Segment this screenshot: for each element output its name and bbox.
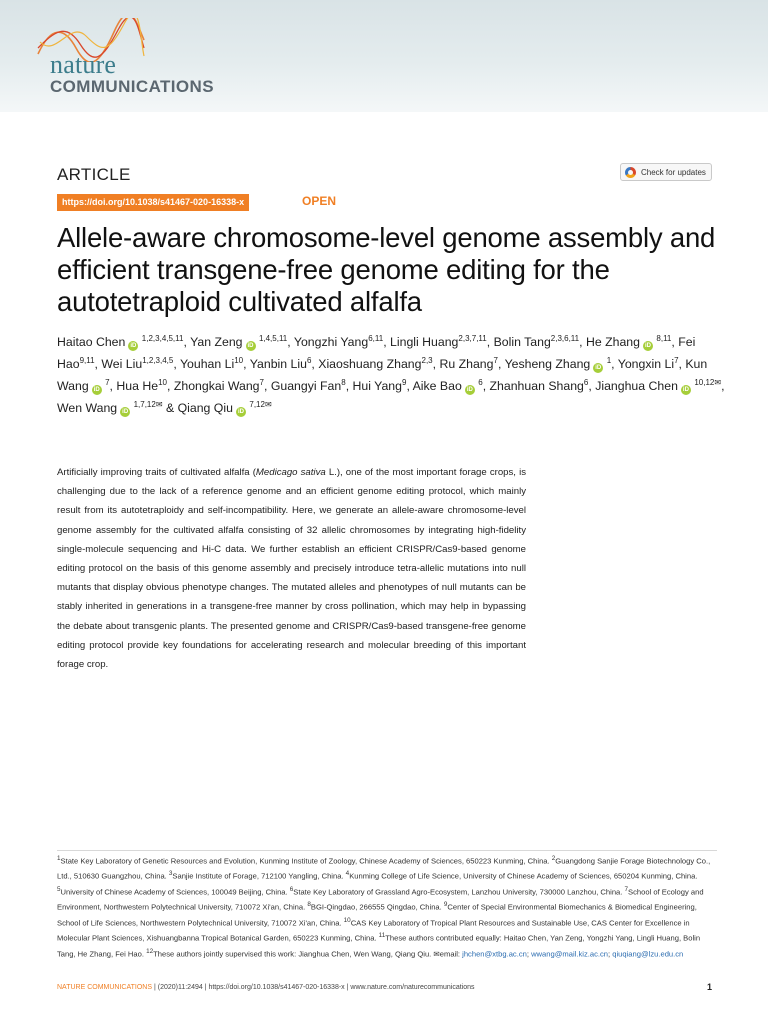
affiliation-number: 6: [289, 885, 294, 893]
article-title: Allele-aware chromosome-level genome assembly and efficient transgene-free genome editing for the autotetraploid cultivated alfalfa: [57, 222, 716, 317]
author-name[interactable]: Guangyi Fan: [270, 379, 342, 393]
author-item[interactable]: [101, 357, 173, 371]
author-name[interactable]: Yanbin Liu: [249, 357, 307, 371]
author-name[interactable]: Yongxin Li: [617, 357, 675, 371]
affiliation-text: BGI-Qingdao, 266555 Qingdao, China.: [310, 902, 444, 912]
author-affiliation-ref: 1,2,3,4,5: [142, 355, 174, 365]
affiliation-number: 10: [343, 916, 351, 924]
author-item[interactable]: [390, 335, 487, 349]
affiliation-number: 5: [57, 885, 61, 893]
email-prefix: ✉email:: [433, 949, 463, 959]
orcid-icon[interactable]: iD: [595, 365, 602, 371]
affiliation-text: CAS Key Laboratory of Tropical Plant Resources and Sustainable Use, CAS Center for Excellence in Molecular Plant Sciences, Xishuangbanna Tropical Botanical Garden, 650223 Kunming, China.: [57, 918, 690, 943]
orcid-icon[interactable]: iD: [466, 387, 473, 393]
author-affiliation-ref: 8,11: [656, 333, 672, 343]
author-item[interactable]: [178, 401, 272, 415]
email-link[interactable]: jhchen@xtbg.ac.cn: [462, 949, 527, 959]
author-name[interactable]: Yan Zeng: [190, 335, 243, 349]
orcid-icon[interactable]: iD: [682, 387, 689, 393]
affiliation-number: 3: [168, 870, 173, 878]
author-name[interactable]: Xiaoshuang Zhang: [318, 357, 422, 371]
abstract-part-2: L.), one of the most important forage crops, is challenging due to the lack of a reference genome and an efficient genome editing protocol, which mainly result from its autotetraploidy and self-incompatibility. Here, we generate an allele-aware chromosome-level genome assembly for the cultivated alfalfa consisting of 32 allelic chromosomes by integrating high-fidelity single-molecule sequencing and Hi-C data. We further establish an efficient CRISPR/Cas9-based genome editing protocol on the basis of this genome assembly and precisely introduce tetra-allelic mutations into null mutants that display obvious phenotype changes. The mutated alleles and phenotypes of null mutants can be stably inherited in generations in a transgene-free manner by cross pollination, which may help in bypassing the debate about transgenic plants. The presented genome and CRISPR/Cas9-based transgene-free genome editing protocol provide key foundations for accelerating research and molecular breeding of this important forage crop.: [57, 467, 526, 671]
open-access-label: OPEN: [302, 194, 337, 208]
author-name[interactable]: Yesheng Zhang: [504, 357, 591, 371]
author-affiliation-ref: 2,3: [421, 355, 433, 365]
affiliation-text: State Key Laboratory of Grassland Agro-Ecosystem, Lanzhou University, 730000 Lanzhou, China.: [293, 887, 625, 897]
affiliation-number: 2: [551, 855, 556, 862]
footer-citation: [57, 984, 475, 991]
affiliation-text: School of Ecology and Environment, Northwestern Polytechnical University, 710072 Xi'an, China.: [57, 887, 704, 912]
affiliation-text: These authors jointly supervised this work: Jianghua Chen, Wen Wang, Qiang Qiu.: [153, 949, 434, 959]
author-name[interactable]: Aike Bao: [412, 379, 462, 393]
author-affiliation-ref: 2,3,7,11: [458, 333, 487, 343]
affiliation-number: 11: [378, 932, 386, 940]
author-affiliation-ref: 6: [478, 377, 483, 387]
author-item[interactable]: [190, 335, 287, 349]
author-affiliation-ref: 7: [105, 377, 110, 387]
affiliations: $^1$State Key Laboratory of Genetic Resources and Evolution, Kunming Institute of Zoology, Chinese Academy of Sciences, 650223 Kunming, China. $^2$Guangdong Sanjie Forage Biotechnology Co., Ltd., 510630 Guangzhou, China. $^3$Sanjie Institute of Forage, 712100 Yangling, China. $^4$Kunming College of Life Science, University of Chinese Academy of Sciences, 650204 Kunming, China. $^5$University of Chinese Academy of Sciences, 100049 Beijing, China. $^6$State Key Laboratory of Grassland Agro-Ecosystem, Lanzhou University, 730000 Lanzhou, China. $^7$School of Ecology and Environment, Northwestern Polytechnical University, 710072 Xi'an, China. $^8$BGI-Qingdao, 266555 Qingdao, China. $^9$Center of Special Environmental Biomechanics & Biomedical Engineering, School of Life Sciences, Northwestern Polytechnical University, 710072 Xi'an, China. $^{10}$CAS Key Laboratory of Tropical Plant Resources and Sustainable Use, CAS Center for Excellence in Molecular Plant Sciences, Xishuangbanna Tropical Botanical Garden, 650223 Kunming, China. $^{11}$These authors contributed equally: Haitao Chen, Yan Zeng, Yongzhi Yang, Lingli Huang, Bolin Tang, He Zhang, Fei Hao. $^{12}$These authors jointly supervised this work: Jianghua Chen, Wen Wang, Qiang Qiu. ✉email: jhchen@xtbg.ac.cn; wwang@mail.kiz.ac.cn; qiuqiang@lzu.edu.cn: [57, 850, 717, 961]
affiliation-text: Sanjie Institute of Forage, 712100 Yangling, China.: [172, 871, 346, 881]
author-affiliation-ref: 6: [583, 377, 589, 387]
affiliation-number: 12: [146, 947, 154, 955]
author-item[interactable]: [586, 335, 671, 349]
affiliation-text: Kunming College of Life Science, University of Chinese Academy of Sciences, 650204 Kunming, China.: [349, 871, 698, 881]
author-affiliation-ref: 10: [158, 377, 167, 387]
author-affiliation-ref: 10,12✉: [694, 377, 722, 387]
abstract: [57, 463, 526, 674]
author-item[interactable]: [250, 357, 312, 371]
logo-nature-text: nature: [50, 50, 117, 79]
doi-link[interactable]: https://doi.org/10.1038/s41467-020-16338-x: [57, 194, 249, 211]
author-name[interactable]: Jianghua Chen: [595, 379, 678, 393]
author-item[interactable]: [271, 379, 346, 393]
author-item[interactable]: [353, 379, 407, 393]
author-name[interactable]: Qiang Qiu: [177, 401, 233, 415]
article-type-label: ARTICLE: [57, 165, 131, 184]
author-affiliation-ref: 1,2,3,4,5,11: [141, 333, 184, 343]
orcid-icon[interactable]: iD: [130, 343, 137, 349]
page-number: 1: [706, 982, 712, 992]
author-item[interactable]: [318, 357, 432, 371]
author-name[interactable]: Wen Wang: [57, 401, 118, 415]
orcid-icon[interactable]: iD: [247, 343, 254, 349]
affiliation-number: 4: [345, 870, 350, 878]
author-item[interactable]: [595, 379, 721, 393]
author-affiliation-ref: 1,4,5,11: [258, 333, 288, 343]
email-link[interactable]: wwang@mail.kiz.ac.cn: [531, 949, 608, 959]
author-affiliation-ref: 7,12✉: [249, 399, 272, 409]
orcid-icon[interactable]: iD: [93, 387, 100, 393]
author-affiliation-ref: 7: [674, 355, 679, 365]
author-item[interactable]: [490, 379, 589, 393]
author-affiliation-ref: 1,7,12✉: [133, 399, 163, 409]
affiliation-number: 9: [443, 901, 448, 909]
crossmark-icon: [625, 167, 636, 178]
author-item[interactable]: [618, 357, 679, 371]
author-list: Haitao Chen iD $^{1,2,3,4,5,11}$, Yan Zeng iD $^{1,4,5,11}$, Yongzhi Yang$^{6,11}$, Lingli Huang$^{2,3,7,11}$, Bolin Tang$^{2,3,6,11}$, He Zhang iD $^{8,11}$, Fei Hao$^{9,11}$, Wei Liu$^{1,2,3,4,5}$, Youhan Li$^{10}$, Yanbin Liu$^6$, Xiaoshuang Zhang$^{2,3}$, Ru Zhang$^7$, Yesheng Zhang iD $^1$, Yongxin Li$^7$, Kun Wang iD $^7$, Hua He$^{10}$, Zhongkai Wang$^7$, Guangyi Fan$^8$, Hui Yang$^9$, Aike Bao iD $^6$, Zhanhuan Shang$^6$, Jianghua Chen iD $^{10,12✉}$, Wen Wang iD $^{1,7,12✉}$ & Qiang Qiu iD $^{7,12✉}$: [57, 333, 725, 415]
check-for-updates-button[interactable]: [620, 163, 712, 181]
author-item[interactable]: [294, 335, 383, 349]
affiliation-text: University of Chinese Academy of Sciences, 100049 Beijing, China.: [60, 887, 290, 897]
author-name[interactable]: Ru Zhang: [439, 357, 494, 371]
check-for-updates-label: Check for updates: [641, 167, 706, 177]
page-footer: [57, 982, 712, 992]
author-name[interactable]: Hui Yang: [352, 379, 402, 393]
orcid-icon[interactable]: iD: [122, 409, 129, 415]
author-name[interactable]: Wei Liu: [101, 357, 143, 371]
affiliation-number: 7: [624, 885, 629, 893]
author-affiliation-ref: 10: [234, 355, 244, 365]
author-affiliation-ref: 6,11: [368, 333, 384, 343]
affiliation-number: 1: [57, 855, 61, 862]
orcid-icon[interactable]: iD: [644, 343, 651, 349]
author-item[interactable]: [57, 401, 163, 415]
author-affiliation-ref: 9: [401, 377, 407, 387]
author-name[interactable]: Fei Hao: [57, 335, 696, 371]
author-item[interactable]: [413, 379, 483, 393]
author-item[interactable]: [494, 335, 580, 349]
author-name[interactable]: Youhan Li: [179, 357, 235, 371]
author-item[interactable]: [174, 379, 264, 393]
author-name[interactable]: Yongzhi Yang: [293, 335, 369, 349]
author-item[interactable]: [57, 335, 183, 349]
affiliation-text: These authors contributed equally: Haitao Chen, Yan Zeng, Yongzhi Yang, Lingli Huang, Bolin Tang, He Zhang, Fei Hao.: [57, 933, 701, 959]
affiliation-text: Guangdong Sanjie Forage Biotechnology Co., Ltd., 510630 Guangzhou, China.: [57, 856, 711, 881]
author-name[interactable]: Zhongkai Wang: [173, 379, 260, 393]
author-item[interactable]: [180, 357, 243, 371]
email-link[interactable]: qiuqiang@lzu.edu.cn: [612, 949, 684, 959]
author-name[interactable]: Kun Wang: [57, 357, 708, 393]
author-item[interactable]: [505, 357, 612, 371]
author-item[interactable]: [439, 357, 497, 371]
author-name[interactable]: Hua He: [116, 379, 159, 393]
author-name[interactable]: Bolin Tang: [493, 335, 551, 349]
footer-citation-text[interactable]: | (2020)11:2494 | https://doi.org/10.1038/s41467-020-16338-x | www.nature.com/naturecommunications: [152, 983, 475, 991]
affiliation-text: State Key Laboratory of Genetic Resources and Evolution, Kunming Institute of Zoology, Chinese Academy of Sciences, 650223 Kunming, China.: [60, 856, 552, 866]
author-affiliation-ref: 7: [493, 355, 498, 365]
author-affiliation-ref: 2,3,6,11: [550, 333, 580, 343]
affiliation-number: 8: [307, 901, 311, 909]
author-name[interactable]: Lingli Huang: [390, 335, 459, 349]
author-affiliation-ref: 8: [341, 377, 346, 387]
author-affiliation-ref: 1: [606, 355, 612, 365]
footer-journal: NATURE COMMUNICATIONS: [57, 983, 153, 991]
author-item[interactable]: [116, 379, 167, 393]
author-name[interactable]: Zhanhuan Shang: [489, 379, 584, 393]
author-name[interactable]: He Zhang: [585, 335, 640, 349]
author-affiliation-ref: 9,11: [79, 355, 95, 365]
logo-communications-text: COMMUNICATIONS: [50, 77, 214, 96]
author-affiliation-ref: 6: [306, 355, 312, 365]
abstract-part-1: Artificially improving traits of cultivated alfalfa (: [57, 467, 256, 478]
author-affiliation-ref: 7: [259, 377, 264, 387]
orcid-icon[interactable]: iD: [237, 409, 244, 415]
affiliation-text: Center of Special Environmental Biomechanics & Biomedical Engineering, School of Life Sciences, Northwestern Polytechnical University, 710072 Xi'an, China.: [57, 902, 697, 928]
author-name[interactable]: Haitao Chen: [57, 335, 126, 349]
abstract-species: Medicago sativa: [255, 467, 326, 478]
